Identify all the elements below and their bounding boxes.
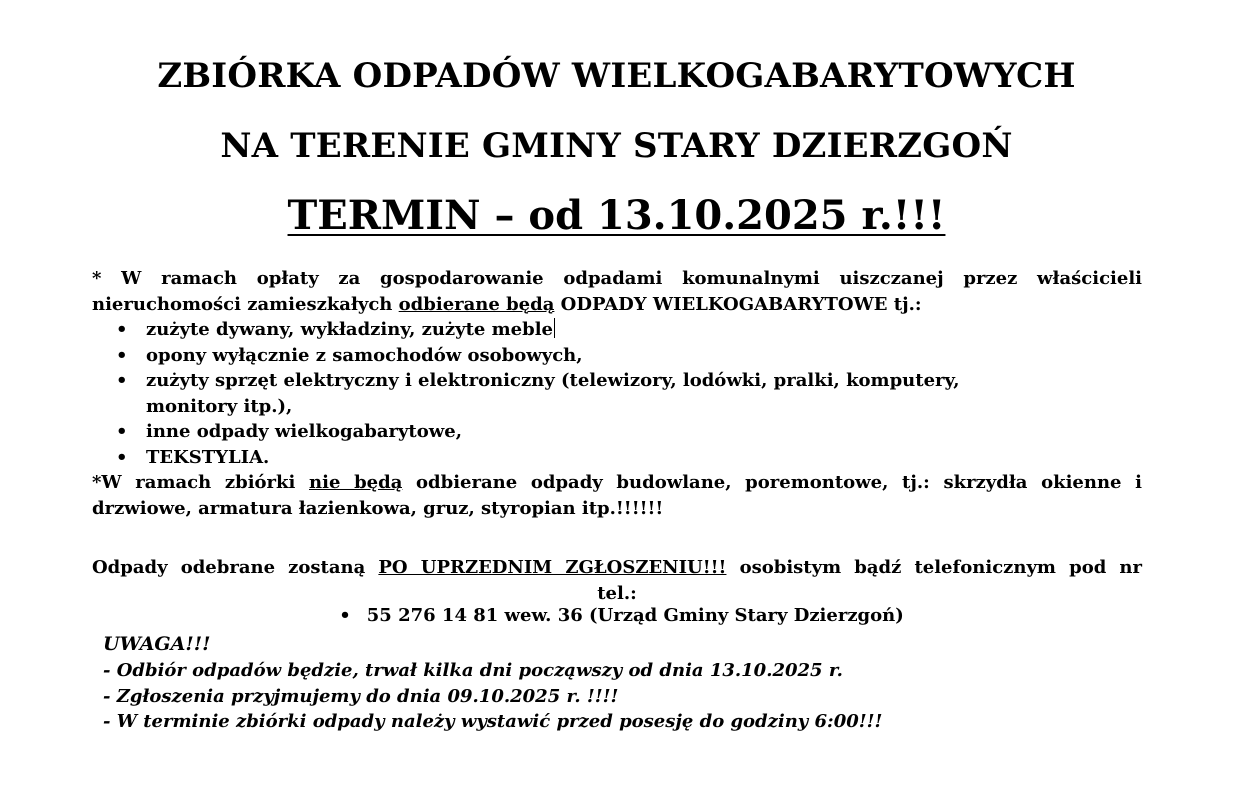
warning-note: - Odbiór odpadów będzie, trwał kilka dni począwszy od dnia 13.10.2025 r.	[103, 660, 843, 681]
intro-paragraph	[92, 266, 1142, 317]
warning-notes	[103, 658, 882, 735]
intro-line-2	[92, 292, 1142, 318]
phone-line	[0, 605, 1243, 626]
term-heading	[0, 192, 1233, 239]
list-item	[116, 368, 1116, 419]
intro-line-1: * W ramach opłaty za gospodarowanie odpadami komunalnymi uiszczanej przez właścicieli	[92, 268, 1142, 289]
notice-text-b: osobistym bądź telefonicznym pod nr	[726, 557, 1142, 578]
exclusion-paragraph	[92, 470, 1142, 521]
exclusion-line-1	[92, 470, 1142, 496]
intro-text-a: nieruchomości zamieszkałych	[92, 293, 399, 315]
exclusion-underlined: nie będą	[309, 472, 403, 493]
notice-text-a: Odpady odebrane zostaną	[92, 557, 379, 578]
exclusion-text-a: *W ramach zbiórki	[92, 472, 310, 493]
phone-number: 55 276 14 81 wew. 36 (Urząd Gminy Stary Dzierzgoń)	[366, 605, 904, 626]
notice-underlined: PO UPRZEDNIM ZGŁOSZENIU!!!	[378, 557, 727, 578]
notice-paragraph	[92, 555, 1142, 606]
warning-note: - W terminie zbiórki odpady należy wystawić przed posesję do godziny 6:00!!!	[103, 711, 883, 732]
term-text: TERMIN – od 13.10.2025 r.!!!	[287, 192, 946, 239]
bullet-icon: •	[339, 605, 351, 626]
intro-text-b: ODPADY WIELKOGABARYTOWE tj.:	[554, 293, 922, 315]
title-line-1: ZBIÓRKA ODPADÓW WIELKOGABARYTOWYCH	[157, 56, 1076, 96]
list-item-text: zużyty sprzęt elektryczny i elektroniczny (telewizory, lodówki, pralki, komputery,	[146, 370, 960, 391]
list-item-text-continued: monitory itp.),	[146, 395, 293, 417]
warning-title: UWAGA!!!	[103, 633, 211, 655]
list-item	[116, 317, 1116, 343]
list-item: • inne odpady wielkogabarytowe,	[116, 419, 1116, 445]
list-item-text: zużyte dywany, wykładziny, zużyte meble	[146, 319, 553, 340]
notice-line-2: tel.:	[597, 582, 637, 604]
exclusion-text-b: odbierane odpady budowlane, poremontowe, tj.: skrzydła okienne i	[402, 472, 1142, 493]
title-line-2: NA TERENIE GMINY STARY DZIERZGOŃ	[220, 126, 1013, 166]
intro-underlined: odbierane będą	[398, 293, 555, 315]
text-cursor	[554, 318, 555, 338]
notice-line-1	[92, 555, 1142, 581]
exclusion-line-2: drzwiowe, armatura łazienkowa, gruz, styropian itp.!!!!!!	[92, 497, 664, 519]
list-item: • TEKSTYLIA.	[116, 445, 1116, 471]
accepted-items-list	[116, 317, 1116, 470]
warning-note: - Zgłoszenia przyjmujemy do dnia 09.10.2025 r. !!!!	[103, 685, 619, 707]
list-item: • opony wyłącznie z samochodów osobowych,	[116, 343, 1116, 369]
